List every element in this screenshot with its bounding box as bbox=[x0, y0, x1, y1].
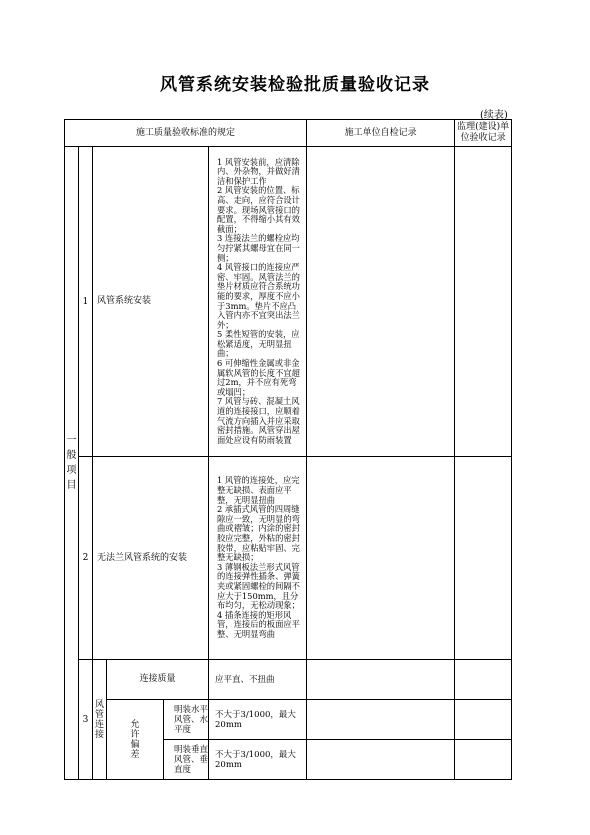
supervisor-cell[interactable] bbox=[455, 457, 512, 660]
item-description: 1 风管安装前，应清除内、外杂物，并做好清洁和保护工作 2 风管安装的位置、标高、走向，应符合设计要求。现场风管接口的配置，不得缩小其有效截面； 3 连接法兰的螺栓应均匀拧紧其螺母宜在同一侧； 4 风管接口的连接应严密、牢固。风管法兰的垫片材质应符合系统功能的要求，厚度不应小于3mm。垫片不应凸入管内亦不宜突出法兰外； 5 柔性短管的安装，应松紧适度，无明显扭曲； 6 可伸缩性金属或非金属软风管的长度不宜超过2m，并不应有死弯或塌凹； 7 风管与砖、混凝土风道的连接接口，应顺着气流方向插入并应采取密封措施。风管穿出屋面处应设有防雨装置 bbox=[209, 147, 307, 457]
header-self-check: 施工单位自检记录 bbox=[307, 120, 455, 147]
self-check-cell[interactable] bbox=[307, 147, 455, 457]
supervisor-cell[interactable] bbox=[455, 700, 512, 740]
deviation-group: 允许偏差 bbox=[107, 700, 164, 780]
connection-quality-requirement: 应平直、不扭曲 bbox=[209, 660, 307, 700]
category-label: 一 般 项 目 bbox=[65, 147, 79, 780]
item-number: 2 bbox=[79, 457, 93, 660]
supervisor-cell[interactable] bbox=[455, 740, 512, 780]
header-standard: 施工质量验收标准的规定 bbox=[65, 120, 307, 147]
measurement-grid[interactable] bbox=[307, 740, 455, 780]
supervisor-cell[interactable] bbox=[455, 147, 512, 457]
item-description: 1 风管的连接处，应完整无缺损、表面应平整，无明显扭曲 2 承插式风管的四周缝隙应一致，无明显的弯曲或褶皱；内涂的密封胶应完整，外粘的密封胶带，应粘贴牢固、完整无缺损； 3 薄钢板法兰形式风管的连接弹性插条、弹簧夹或紧固螺栓的间隔不应大于150mm，且分布均匀，无松动现象； 4 插条连接的矩形风管，连接后的板面应平整、无明显弯曲 bbox=[209, 457, 307, 660]
item-group: 风管连接 bbox=[93, 660, 107, 780]
page-title: 风管系统安装检验批质量验收记录 bbox=[160, 75, 430, 95]
item-name: 风管系统安装 bbox=[93, 147, 209, 457]
self-check-cell[interactable] bbox=[307, 660, 455, 700]
inspection-form bbox=[64, 119, 512, 780]
item-name: 无法兰风管系统的安装 bbox=[93, 457, 209, 660]
deviation-requirement: 不大于3/1000，最大20mm bbox=[209, 700, 307, 740]
measurement-grid[interactable] bbox=[307, 700, 455, 740]
self-check-cell[interactable] bbox=[307, 457, 455, 660]
supervisor-cell[interactable] bbox=[455, 660, 512, 700]
connection-quality-label: 连接质量 bbox=[107, 660, 209, 700]
item-number: 3 bbox=[79, 660, 93, 780]
deviation-label: 明装垂直风管、垂直度 bbox=[164, 740, 209, 780]
deviation-label: 明装水平风管、水平度 bbox=[164, 700, 209, 740]
continued-label: (续表) bbox=[480, 110, 508, 121]
deviation-requirement: 不大于3/1000，最大20mm bbox=[209, 740, 307, 780]
item-number: 1 bbox=[79, 147, 93, 457]
header-supervisor: 监理(建设)单位验收记录 bbox=[455, 120, 512, 147]
